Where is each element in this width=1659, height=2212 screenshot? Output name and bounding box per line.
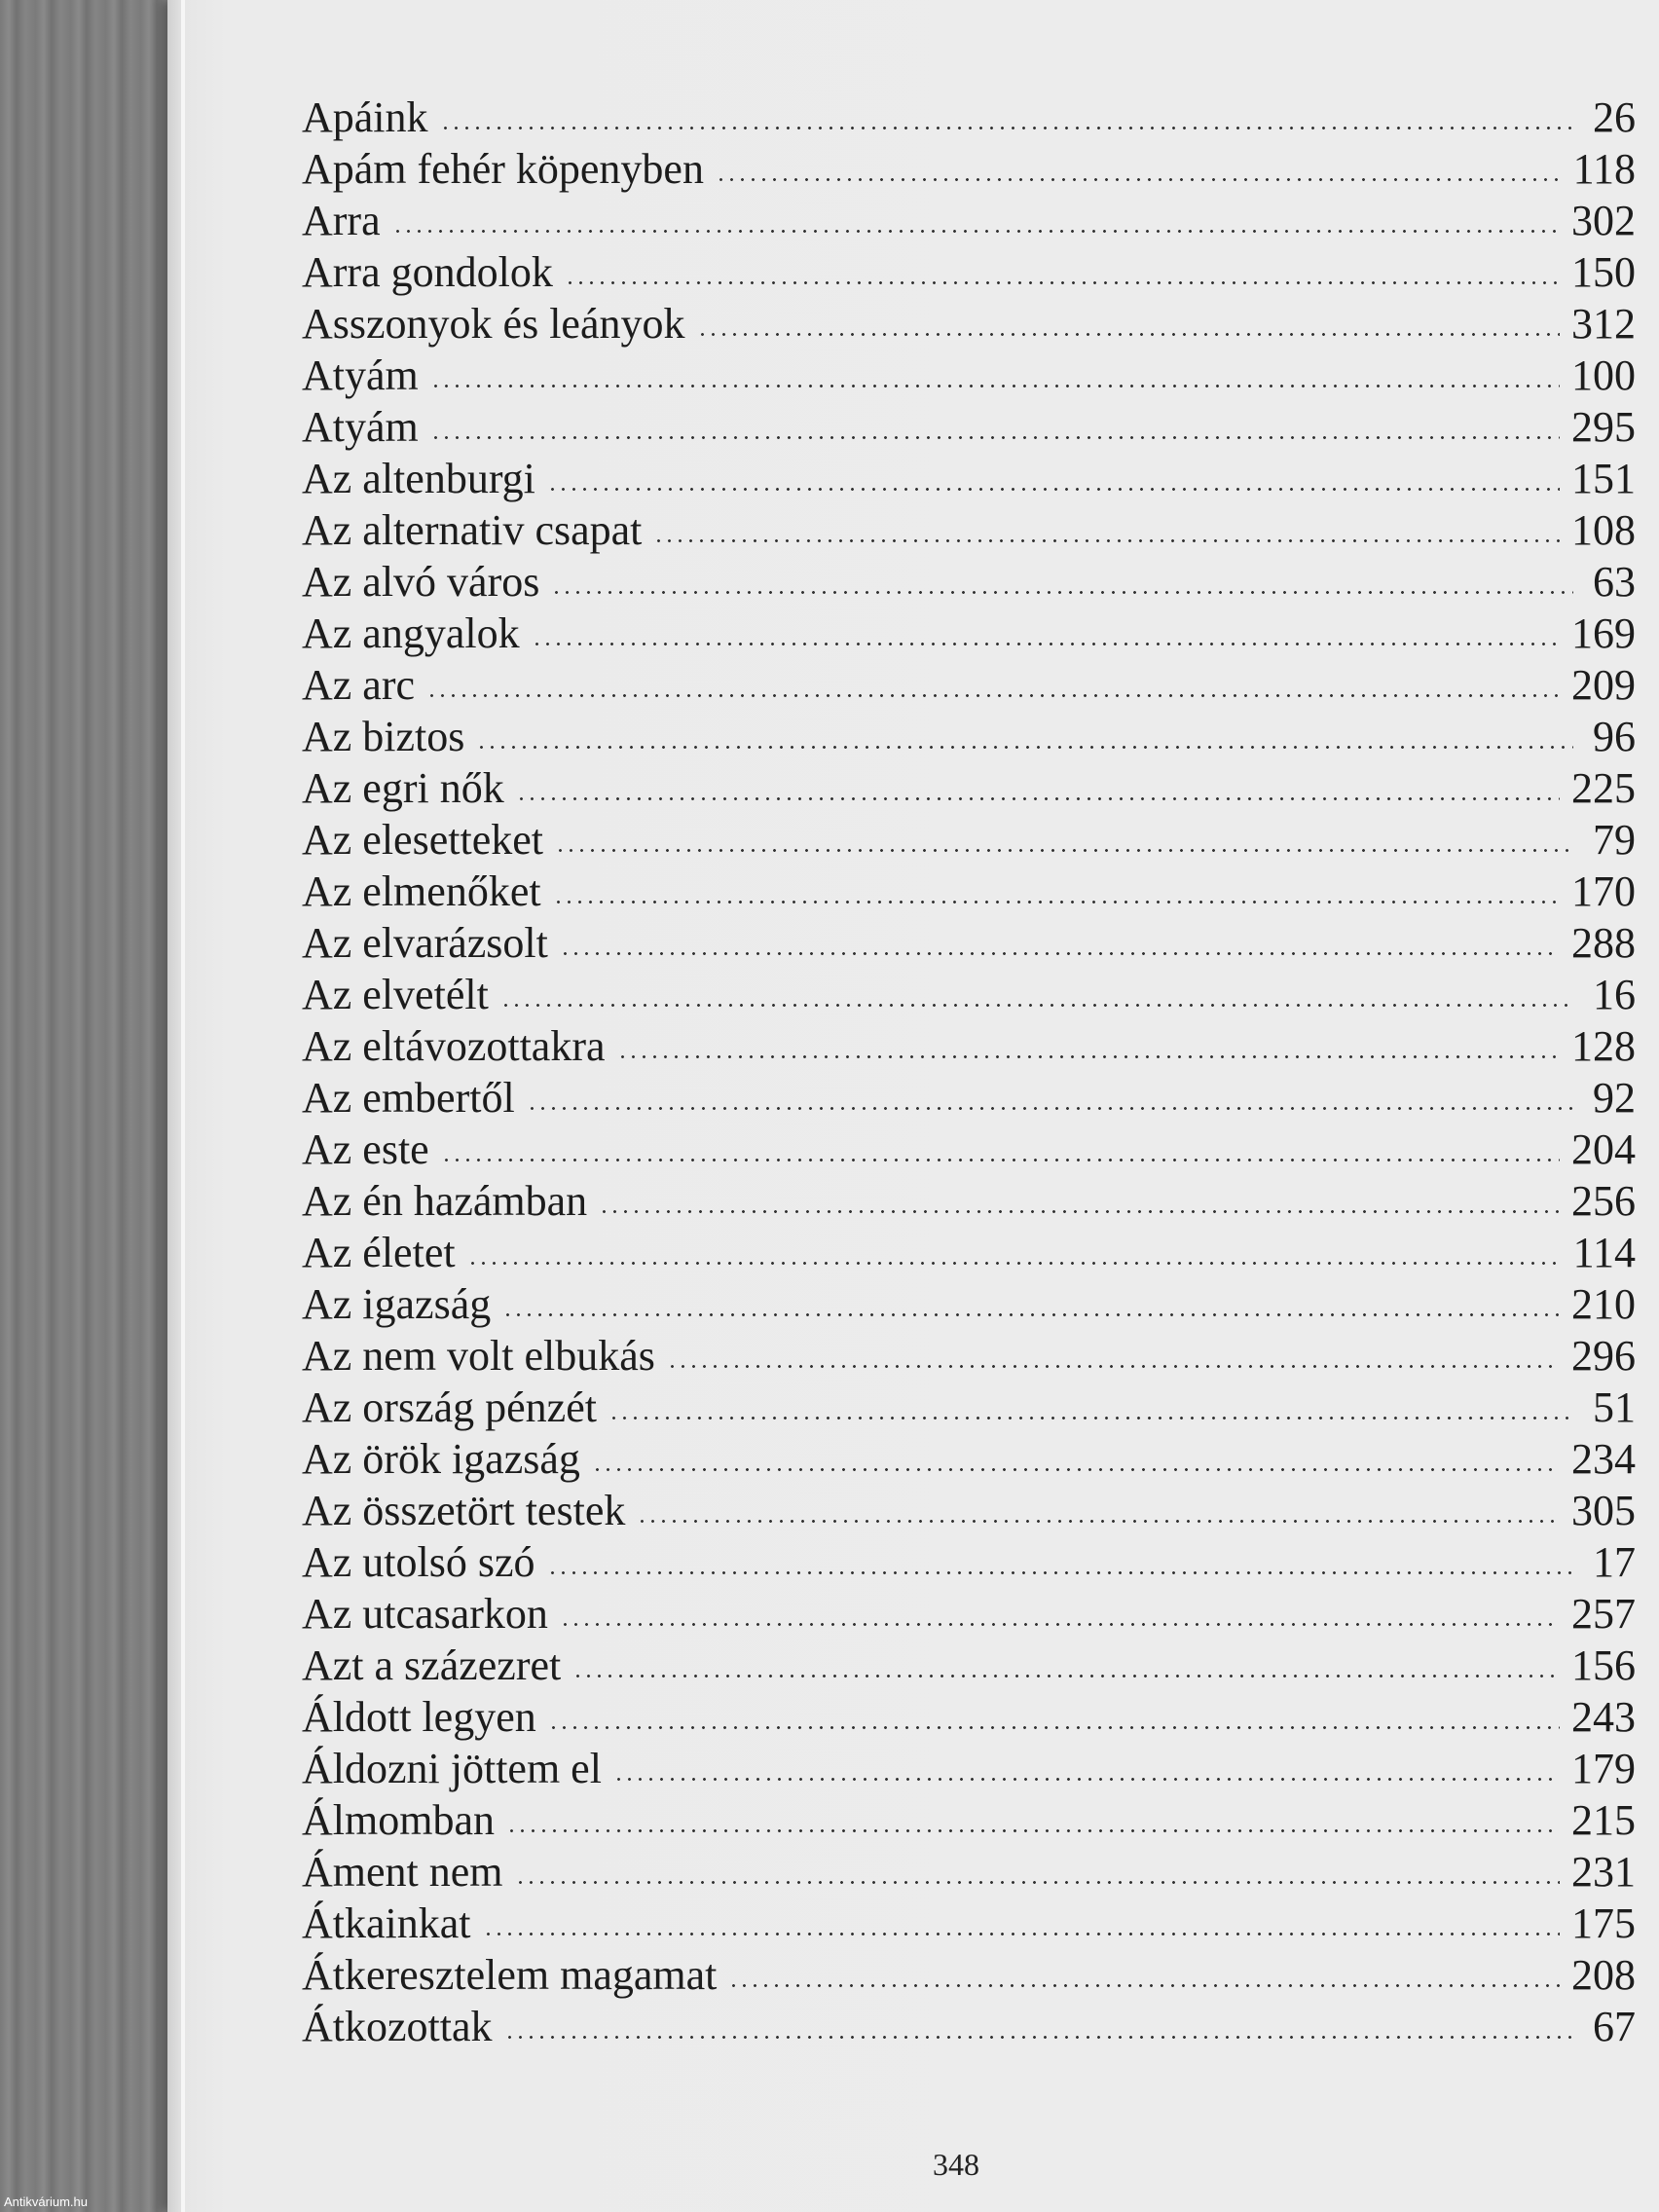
dot-leader [716, 177, 1562, 182]
toc-entry [302, 1744, 1636, 1795]
entry-page-number: 305 [1571, 1487, 1636, 1534]
toc-entry [302, 454, 1636, 505]
toc-entry [302, 1176, 1636, 1228]
dot-leader [504, 2035, 1573, 2040]
dot-leader [551, 590, 1573, 595]
entry-title: Arra gondolok [302, 248, 553, 296]
toc-entry [302, 866, 1636, 918]
toc-entry [302, 1692, 1636, 1744]
entry-title: Áldott legyen [302, 1693, 536, 1741]
toc-entry [302, 299, 1636, 350]
dot-leader [430, 384, 1560, 388]
entry-title: Az nem volt elbukás [302, 1332, 655, 1380]
entry-page-number: 96 [1593, 713, 1636, 760]
toc-entry [302, 144, 1636, 196]
dot-leader [547, 487, 1560, 492]
dot-leader [555, 848, 1573, 853]
entry-title: Az altenburgi [302, 455, 535, 502]
entry-page-number: 288 [1571, 919, 1636, 967]
toc-entry [302, 1021, 1636, 1073]
entry-title: Az utcasarkon [302, 1590, 548, 1638]
toc-entry [302, 1899, 1636, 1950]
entry-page-number: 114 [1572, 1229, 1636, 1276]
dot-leader [617, 1054, 1560, 1059]
entry-title: Az elvarázsolt [302, 919, 548, 967]
dot-leader [506, 1828, 1560, 1833]
dot-leader [697, 332, 1561, 337]
entry-page-number: 170 [1571, 867, 1636, 915]
dot-leader [441, 1158, 1560, 1162]
toc-entry [302, 1950, 1636, 2002]
entry-title: Az ország pénzét [302, 1383, 597, 1431]
entry-page-number: 67 [1593, 2003, 1636, 2050]
dot-leader [572, 1674, 1560, 1678]
entry-title: Az alvó város [302, 558, 540, 606]
entry-title: Az összetört testek [302, 1487, 626, 1534]
dot-leader [637, 1519, 1560, 1524]
entry-page-number: 256 [1571, 1177, 1636, 1225]
toc-entry [302, 1228, 1636, 1279]
toc-entry [302, 815, 1636, 866]
entry-title: Azt a százezret [302, 1641, 562, 1689]
entry-page-number: 179 [1571, 1745, 1636, 1792]
toc-entry [302, 1073, 1636, 1124]
entry-title: Az elmenőket [302, 867, 541, 915]
entry-title: Az angyalok [302, 609, 520, 657]
entry-page-number: 156 [1571, 1641, 1636, 1689]
toc-entry [302, 196, 1636, 247]
entry-title: Az életet [302, 1229, 456, 1276]
toc-entry [302, 1537, 1636, 1589]
toc-entry [302, 763, 1636, 815]
entry-title: Az elesetteket [302, 816, 543, 864]
dot-leader [728, 1983, 1560, 1988]
dot-leader [467, 1261, 1562, 1266]
entry-page-number: 302 [1571, 197, 1636, 244]
dot-leader [515, 1880, 1560, 1885]
dot-leader [516, 796, 1560, 801]
dot-leader [613, 1777, 1560, 1782]
dot-leader [560, 951, 1560, 956]
entry-title: Átkainkat [302, 1899, 471, 1947]
entry-page-number: 215 [1571, 1796, 1636, 1844]
entry-title: Álmomban [302, 1796, 495, 1844]
toc-entry [302, 608, 1636, 660]
entry-title: Apám fehér köpenyben [302, 145, 704, 193]
entry-page-number: 175 [1571, 1899, 1636, 1947]
dot-leader [553, 900, 1560, 904]
entry-page-number: 210 [1571, 1280, 1636, 1328]
entry-page-number: 257 [1571, 1590, 1636, 1638]
dot-leader [430, 435, 1560, 440]
dot-leader [667, 1364, 1560, 1369]
entry-page-number: 100 [1571, 351, 1636, 399]
entry-title: Az embertől [302, 1074, 515, 1122]
entry-page-number: 208 [1571, 1951, 1636, 1999]
entry-title: Átkozottak [302, 2003, 493, 2050]
entry-page-number: 209 [1571, 661, 1636, 709]
entry-title: Átkeresztelem magamat [302, 1951, 718, 1999]
dot-leader [476, 745, 1573, 750]
toc-entry [302, 660, 1636, 712]
toc-entry [302, 402, 1636, 454]
table-of-contents [302, 92, 1636, 2053]
toc-entry [302, 712, 1636, 763]
toc-entry [302, 1331, 1636, 1382]
toc-entry [302, 1382, 1636, 1434]
entry-title: Áment nem [302, 1848, 503, 1896]
wooden-background [0, 0, 195, 2212]
toc-entry [302, 1589, 1636, 1641]
entry-page-number: 51 [1593, 1383, 1636, 1431]
entry-title: Az utolsó szó [302, 1538, 535, 1586]
entry-title: Az örök igazság [302, 1435, 580, 1483]
dot-leader [547, 1570, 1573, 1575]
entry-title: Az én hazámban [302, 1177, 588, 1225]
dot-leader [608, 1416, 1573, 1420]
toc-entry [302, 1641, 1636, 1692]
page-edge [181, 0, 185, 2212]
dot-leader [592, 1467, 1560, 1472]
toc-entry [302, 92, 1636, 144]
dot-leader [440, 126, 1573, 130]
entry-title: Az arc [302, 661, 416, 709]
dot-leader [599, 1209, 1560, 1214]
entry-title: Áldozni jöttem el [302, 1745, 602, 1792]
toc-entry [302, 350, 1636, 402]
entry-page-number: 26 [1593, 93, 1636, 141]
entry-page-number: 231 [1571, 1848, 1636, 1896]
dot-leader [653, 538, 1560, 543]
dot-leader [560, 1622, 1560, 1627]
entry-page-number: 17 [1593, 1538, 1636, 1586]
entry-page-number: 169 [1571, 609, 1636, 657]
entry-page-number: 16 [1593, 971, 1636, 1018]
entry-title: Arra [302, 197, 381, 244]
toc-entry [302, 1279, 1636, 1331]
entry-title: Apáink [302, 93, 428, 141]
entry-page-number: 108 [1571, 506, 1636, 554]
toc-entry [302, 1847, 1636, 1899]
entry-page-number: 79 [1593, 816, 1636, 864]
entry-title: Atyám [302, 351, 419, 399]
entry-title: Az egri nők [302, 764, 504, 812]
entry-page-number: 243 [1571, 1693, 1636, 1741]
entry-page-number: 312 [1571, 300, 1636, 348]
entry-page-number: 63 [1593, 558, 1636, 606]
dot-leader [532, 642, 1560, 646]
entry-title: Az este [302, 1125, 429, 1173]
watermark: Antikvárium.hu [4, 2194, 88, 2209]
dot-leader [392, 229, 1560, 234]
toc-entry [302, 505, 1636, 557]
toc-entry [302, 1434, 1636, 1486]
dot-leader [502, 1312, 1560, 1317]
dot-leader [426, 693, 1560, 698]
toc-entry [302, 918, 1636, 970]
entry-title: Az igazság [302, 1280, 492, 1328]
entry-page-number: 92 [1593, 1074, 1636, 1122]
toc-entry [302, 1795, 1636, 1847]
entry-page-number: 118 [1572, 145, 1636, 193]
toc-entry [302, 2002, 1636, 2053]
entry-page-number: 128 [1571, 1022, 1636, 1070]
dot-leader [483, 1932, 1560, 1936]
dot-leader [500, 1003, 1573, 1008]
dot-leader [527, 1106, 1573, 1111]
dot-leader [548, 1725, 1560, 1730]
entry-page-number: 225 [1571, 764, 1636, 812]
toc-entry [302, 970, 1636, 1021]
toc-entry [302, 557, 1636, 608]
toc-entry [302, 1124, 1636, 1176]
entry-page-number: 295 [1571, 403, 1636, 451]
entry-page-number: 204 [1571, 1125, 1636, 1173]
entry-title: Atyám [302, 403, 419, 451]
entry-title: Az eltávozottakra [302, 1022, 606, 1070]
toc-entry [302, 1486, 1636, 1537]
entry-title: Az alternativ csapat [302, 506, 643, 554]
dot-leader [565, 280, 1560, 285]
toc-entry [302, 247, 1636, 299]
entry-page-number: 151 [1571, 455, 1636, 502]
entry-title: Az biztos [302, 713, 465, 760]
entry-title: Asszonyok és leányok [302, 300, 685, 348]
entry-page-number: 150 [1571, 248, 1636, 296]
page-number: 348 [933, 2147, 979, 2182]
entry-title: Az elvetélt [302, 971, 489, 1018]
entry-page-number: 296 [1571, 1332, 1636, 1380]
entry-page-number: 234 [1571, 1435, 1636, 1483]
